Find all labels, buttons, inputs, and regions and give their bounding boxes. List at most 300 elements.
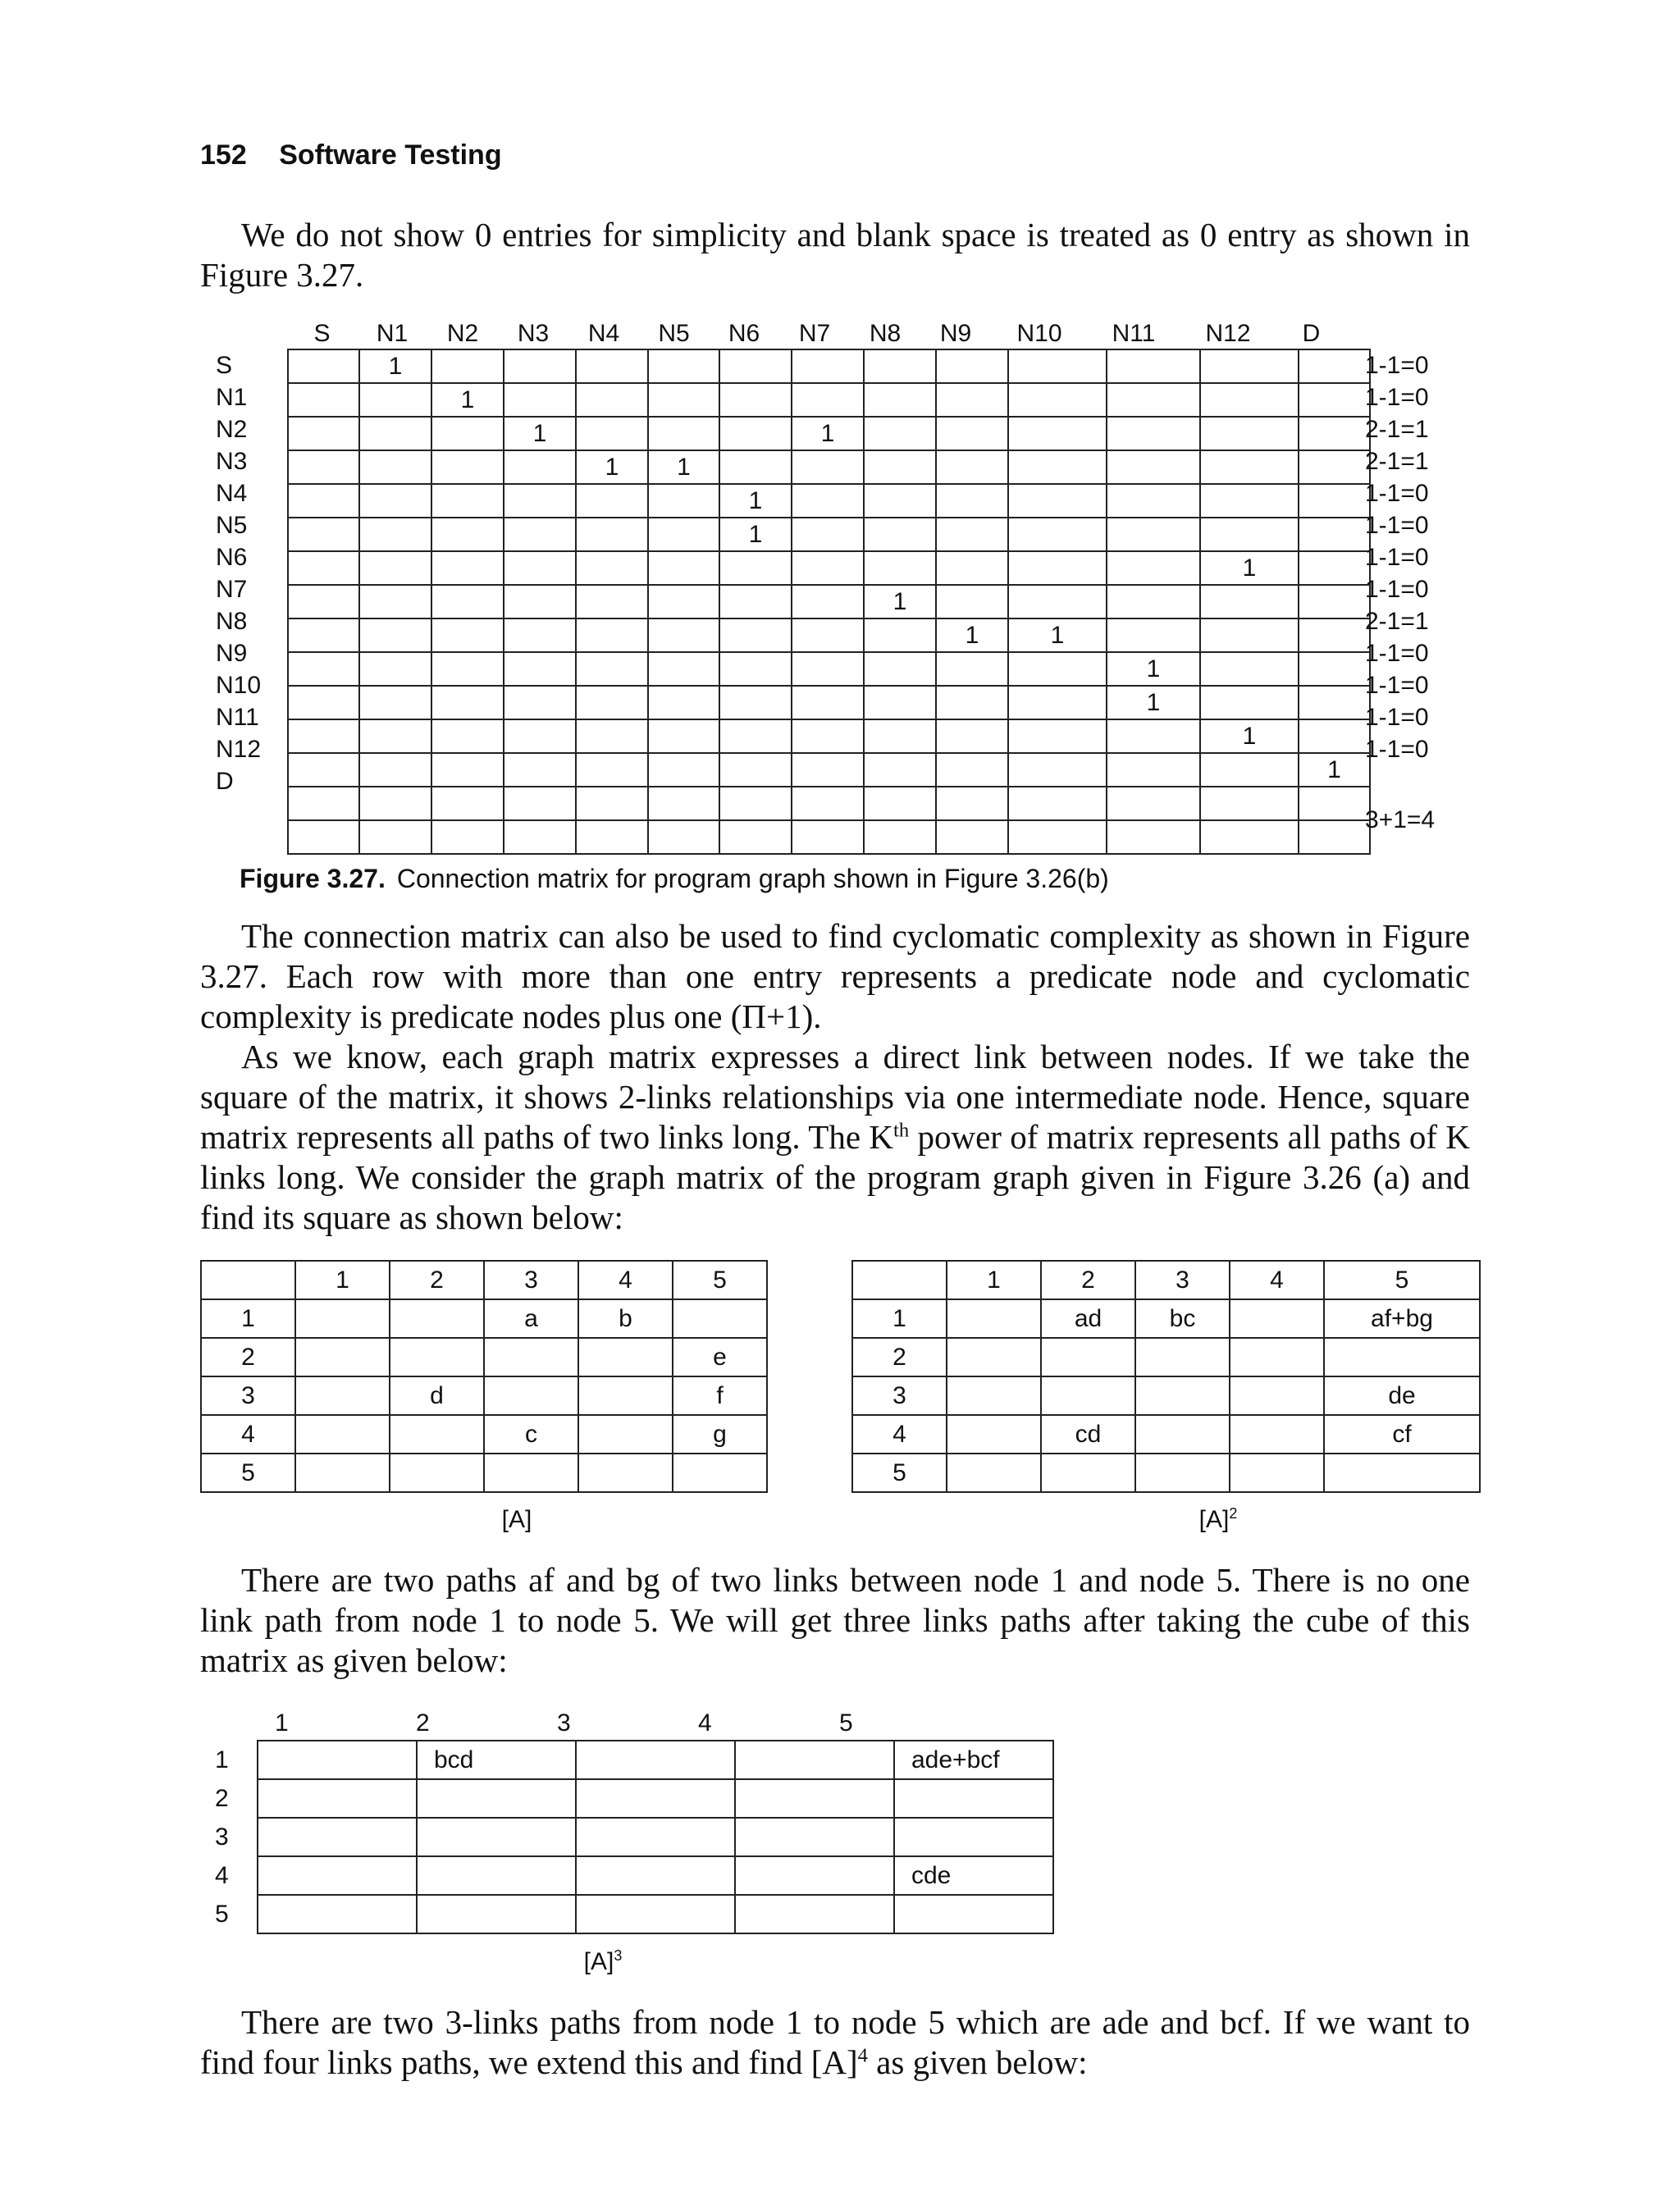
- matrix-cell: [719, 787, 792, 820]
- matrix-cell: [359, 585, 431, 618]
- matrix-a-cubed-row-label: 4: [215, 1862, 229, 1889]
- matrix-cell: [431, 686, 504, 719]
- matrix-a-squared-cell: [1324, 1338, 1480, 1376]
- figure-caption: [240, 864, 1109, 894]
- matrix-a-squared-cell: [1041, 1338, 1135, 1376]
- matrix-cell: [1200, 417, 1299, 450]
- matrix-cell: [576, 753, 648, 787]
- matrix-a-row-label: 3: [201, 1376, 295, 1415]
- matrix-a-cell: [484, 1454, 578, 1492]
- matrix-a-squared-cell: af+bg: [1324, 1299, 1480, 1338]
- matrix-a-cell: [484, 1376, 578, 1415]
- matrix-cell: [864, 551, 936, 585]
- matrix-cell: [504, 820, 576, 854]
- column-label: N7: [798, 320, 831, 347]
- matrix-a-corner-cell: [201, 1261, 295, 1299]
- matrix-cell: [288, 652, 359, 686]
- matrix-cell: 1: [1200, 719, 1299, 753]
- matrix-cell: [792, 618, 864, 652]
- row-sum: 1-1=0: [1365, 480, 1429, 507]
- matrix-cell: [719, 417, 792, 450]
- row-sum: 1-1=0: [1365, 384, 1429, 411]
- matrix-cell: [1200, 518, 1299, 551]
- matrix-cell: [1008, 787, 1107, 820]
- matrix-a-row-label: 4: [201, 1415, 295, 1454]
- matrix-a-squared-cell: cf: [1324, 1415, 1480, 1454]
- matrix-a-squared-cell: [1135, 1338, 1230, 1376]
- matrix-a-squared-row: [852, 1338, 1480, 1376]
- matrix-cell: [359, 618, 431, 652]
- matrix-cell: [936, 753, 1008, 787]
- connection-matrix: [287, 349, 1371, 855]
- matrix-cell: [1008, 518, 1107, 551]
- matrix-cell: [648, 417, 719, 450]
- matrix-cell: [1107, 349, 1200, 383]
- matrix-cell: [504, 787, 576, 820]
- matrix-cell: [576, 518, 648, 551]
- matrix-cell: [359, 719, 431, 753]
- matrix-cell: [936, 484, 1008, 518]
- matrix-cell: [1107, 787, 1200, 820]
- matrix-a-squared-header-row: [852, 1261, 1480, 1299]
- column-label: N5: [658, 320, 690, 347]
- matrix-cell: [648, 787, 719, 820]
- matrix-a-squared-cell: [947, 1299, 1041, 1338]
- matrix-cell: [288, 383, 359, 417]
- connection-matrix-row: [288, 518, 1370, 551]
- matrix-cell: 1: [864, 585, 936, 618]
- matrix-a-squared-cell: [1041, 1454, 1135, 1492]
- matrix-a-squared-cell: [947, 1454, 1041, 1492]
- matrix-cell: [288, 450, 359, 484]
- matrix-cell: 1: [792, 417, 864, 450]
- connection-matrix-row: [288, 484, 1370, 518]
- matrix-a-squared-cell: [947, 1338, 1041, 1376]
- matrix-a-squared-cell: [1135, 1454, 1230, 1492]
- matrix-cell: [431, 484, 504, 518]
- matrix-cell: [792, 686, 864, 719]
- matrix-cell: [864, 349, 936, 383]
- matrix-cell: [1008, 450, 1107, 484]
- matrix-cell: [1008, 686, 1107, 719]
- matrix-cell: [936, 551, 1008, 585]
- matrix-a-cubed-row-label: 1: [215, 1746, 229, 1773]
- matrix-a-squared-cell: [1324, 1454, 1480, 1492]
- matrix-cell: [359, 484, 431, 518]
- matrix-cell: [648, 686, 719, 719]
- column-label: N9: [939, 320, 972, 347]
- matrix-a-cubed-cell: [576, 1779, 735, 1818]
- matrix-cell: [792, 518, 864, 551]
- column-label: N1: [376, 320, 409, 347]
- matrix-cell: [431, 652, 504, 686]
- matrix-a-cubed-cell: bcd: [417, 1741, 576, 1779]
- matrix-cell: [1200, 820, 1299, 854]
- matrix-cell: [504, 753, 576, 787]
- matrix-a-cubed-column-label: 3: [557, 1709, 571, 1737]
- matrix-a-cell: [390, 1299, 484, 1338]
- matrix-cell: [1107, 518, 1200, 551]
- matrix-cell: [359, 551, 431, 585]
- intro-paragraph: We do not show 0 entries for simplicity and blank space is treated as 0 entry as shown in Figure 3.27.: [200, 216, 1470, 294]
- matrix-cell: [1107, 484, 1200, 518]
- connection-matrix-row: [288, 551, 1370, 585]
- matrix-cell: [1008, 349, 1107, 383]
- matrix-cell: [1200, 618, 1299, 652]
- matrix-cell: [359, 417, 431, 450]
- matrix-cell: [936, 349, 1008, 383]
- row-label: N4: [216, 480, 248, 507]
- matrix-a-cell: g: [673, 1415, 767, 1454]
- matrix-a-row-label: 1: [201, 1299, 295, 1338]
- matrix-cell: [864, 618, 936, 652]
- paragraph-matrix-powers: As we know, each graph matrix expresses a direct link between nodes. If we take the square of the matrix, it shows 2-links relationships via one intermediate node. Hence, square matrix represents all paths of two links long. The $K^{th}$ power of matrix represents all paths of K links long. We consider the graph matrix of the program graph given in Figure 3.26 (a) and find its square as shown below:: [200, 1038, 1470, 1236]
- matrix-cell: [936, 450, 1008, 484]
- matrix-cell: [792, 551, 864, 585]
- matrix-cell: [1008, 585, 1107, 618]
- matrix-a-cell: e: [673, 1338, 767, 1376]
- matrix-cell: [864, 787, 936, 820]
- connection-matrix-row: [288, 618, 1370, 652]
- matrix-a-row: [201, 1415, 767, 1454]
- matrix-a: [200, 1260, 768, 1493]
- matrix-a-squared-row: [852, 1415, 1480, 1454]
- column-label: N2: [446, 320, 479, 347]
- matrix-cell: [864, 518, 936, 551]
- matrix-cell: [1008, 383, 1107, 417]
- matrix-cell: [1008, 753, 1107, 787]
- matrix-a-cell: b: [578, 1299, 673, 1338]
- matrix-cell: [1299, 719, 1370, 753]
- matrix-cell: [1299, 383, 1370, 417]
- matrix-a-cell: [673, 1454, 767, 1492]
- matrix-a-squared-column-label: 5: [1324, 1261, 1480, 1299]
- matrix-cell: [1200, 484, 1299, 518]
- matrix-cell: [576, 417, 648, 450]
- matrix-a-cubed-row: [258, 1856, 1053, 1895]
- matrix-cell: [576, 618, 648, 652]
- column-label: N3: [517, 320, 550, 347]
- column-label: N10: [1016, 320, 1062, 347]
- matrix-a-cubed-column-label: 1: [275, 1709, 289, 1737]
- row-sum: 2-1=1: [1365, 608, 1429, 635]
- matrix-cell: [288, 686, 359, 719]
- matrix-cell: [936, 652, 1008, 686]
- matrix-a-cubed-cell: [894, 1818, 1053, 1856]
- connection-matrix-row: [288, 417, 1370, 450]
- row-label: D: [216, 768, 234, 795]
- matrix-cell: [288, 787, 359, 820]
- matrix-cell: [576, 719, 648, 753]
- column-label: N4: [587, 320, 620, 347]
- matrix-cell: [288, 820, 359, 854]
- matrix-cell: [936, 585, 1008, 618]
- matrix-a-column-label: 2: [390, 1261, 484, 1299]
- row-label: N5: [216, 512, 248, 539]
- matrix-cell: [431, 618, 504, 652]
- matrix-a-squared-cell: [947, 1376, 1041, 1415]
- matrix-cell: [792, 450, 864, 484]
- matrix-a-cubed-cell: [576, 1895, 735, 1933]
- matrix-a-squared-row-label: 3: [852, 1376, 947, 1415]
- row-sum: 1-1=0: [1365, 544, 1429, 571]
- matrix-cell: [288, 484, 359, 518]
- matrix-cell: 1: [1107, 652, 1200, 686]
- row-label: N3: [216, 448, 248, 475]
- connection-matrix-row: [288, 719, 1370, 753]
- matrix-a-cubed-cell: [576, 1818, 735, 1856]
- matrix-a-squared-row-label: 2: [852, 1338, 947, 1376]
- matrix-cell: [576, 484, 648, 518]
- matrix-cell: [719, 618, 792, 652]
- matrix-cell: [359, 383, 431, 417]
- matrix-a-squared-cell: [1230, 1454, 1324, 1492]
- matrix-cell: [1107, 753, 1200, 787]
- matrix-cell: [1107, 820, 1200, 854]
- matrix-a-cell: [390, 1338, 484, 1376]
- matrix-cell: [288, 518, 359, 551]
- matrix-a-header-row: [201, 1261, 767, 1299]
- row-sum: 1-1=0: [1365, 704, 1429, 731]
- row-sum: 2-1=1: [1365, 416, 1429, 443]
- matrix-cell: [1299, 618, 1370, 652]
- matrix-cell: [792, 652, 864, 686]
- matrix-a-squared-row: [852, 1454, 1480, 1492]
- matrix-cell: [792, 349, 864, 383]
- matrix-cell: [431, 719, 504, 753]
- matrix-a-cubed-row: [258, 1741, 1053, 1779]
- matrix-a-cubed-cell: [258, 1895, 417, 1933]
- matrix-a-squared-column-label: 4: [1230, 1261, 1324, 1299]
- matrix-cell: [648, 383, 719, 417]
- matrix-cell: [1008, 484, 1107, 518]
- matrix-a-cubed-cell: [894, 1779, 1053, 1818]
- matrix-a-cell: [578, 1454, 673, 1492]
- matrix-a-squared-cell: [1135, 1415, 1230, 1454]
- matrix-cell: 1: [1107, 686, 1200, 719]
- matrix-cell: 1: [431, 383, 504, 417]
- column-label: N8: [869, 320, 902, 347]
- body-paragraphs: [200, 916, 1470, 1238]
- matrix-a-cubed-cell: [735, 1741, 894, 1779]
- matrix-a-squared-column-label: 1: [947, 1261, 1041, 1299]
- matrix-cell: [431, 585, 504, 618]
- matrix-a-squared-cell: cd: [1041, 1415, 1135, 1454]
- matrix-a-cell: c: [484, 1415, 578, 1454]
- matrix-cell: [936, 719, 1008, 753]
- matrix-cell: [648, 349, 719, 383]
- matrix-cell: [648, 518, 719, 551]
- matrix-a-squared-cell: bc: [1135, 1299, 1230, 1338]
- matrix-cell: [504, 686, 576, 719]
- matrix-cell: [1200, 383, 1299, 417]
- running-title: Software Testing: [279, 139, 502, 171]
- matrix-cell: [1200, 686, 1299, 719]
- matrix-cell: [719, 383, 792, 417]
- matrix-cell: [288, 349, 359, 383]
- matrix-a-squared-cell: [1230, 1299, 1324, 1338]
- matrix-cell: [719, 349, 792, 383]
- matrix-cell: [1107, 383, 1200, 417]
- row-label: N11: [216, 704, 259, 731]
- matrix-cell: 1: [1008, 618, 1107, 652]
- matrix-cell: [504, 618, 576, 652]
- matrix-cell: [648, 484, 719, 518]
- matrix-cell: [864, 753, 936, 787]
- matrix-a-cubed-row: [258, 1779, 1053, 1818]
- running-header: [200, 139, 502, 171]
- matrix-cell: [648, 652, 719, 686]
- matrix-cell: [1299, 787, 1370, 820]
- column-label: N6: [728, 320, 760, 347]
- matrix-cell: [936, 417, 1008, 450]
- matrix-cell: [864, 383, 936, 417]
- matrix-cell: 1: [719, 484, 792, 518]
- row-label: N7: [216, 576, 248, 603]
- matrix-a-cell: f: [673, 1376, 767, 1415]
- matrix-cell: [431, 349, 504, 383]
- matrix-a-squared-column-label: 3: [1135, 1261, 1230, 1299]
- matrix-cell: [576, 349, 648, 383]
- matrix-cell: [359, 753, 431, 787]
- paragraph-two-links: There are two paths af and bg of two links between node 1 and node 5. There is no one link path from node 1 to node 5. We will get three links paths after taking the cube of this matrix as given below:: [200, 1561, 1470, 1679]
- matrix-cell: [792, 585, 864, 618]
- matrix-cell: [288, 417, 359, 450]
- matrix-cell: [719, 652, 792, 686]
- matrix-a-cell: a: [484, 1299, 578, 1338]
- matrix-a-cubed-row-label: 5: [215, 1901, 229, 1928]
- matrix-a-cubed-cell: [735, 1895, 894, 1933]
- matrix-cell: [648, 753, 719, 787]
- matrix-cell: [1107, 719, 1200, 753]
- connection-matrix-row: [288, 787, 1370, 820]
- matrix-cell: [1299, 450, 1370, 484]
- matrix-cell: [792, 484, 864, 518]
- matrix-a-squared-cell: [1041, 1376, 1135, 1415]
- matrix-cell: [648, 719, 719, 753]
- matrix-cell: [648, 585, 719, 618]
- matrix-cell: [431, 551, 504, 585]
- matrix-cell: [576, 383, 648, 417]
- matrix-cell: [504, 585, 576, 618]
- matrix-cell: [1299, 585, 1370, 618]
- matrix-a-cubed-cell: [735, 1779, 894, 1818]
- matrix-a-cell: [295, 1338, 390, 1376]
- matrix-a-column-label: 5: [673, 1261, 767, 1299]
- matrix-a-squared-cell: [1230, 1338, 1324, 1376]
- matrix-a-squared-cell: [947, 1415, 1041, 1454]
- matrix-cell: [504, 349, 576, 383]
- matrix-cell: [648, 618, 719, 652]
- matrix-a-cell: [295, 1376, 390, 1415]
- matrix-a-cubed-cell: [258, 1779, 417, 1818]
- matrix-a-row: [201, 1299, 767, 1338]
- matrix-cell: [1299, 518, 1370, 551]
- row-sum: 1-1=0: [1365, 736, 1429, 763]
- matrix-cell: [1200, 585, 1299, 618]
- matrix-a-cubed-row-label: 3: [215, 1823, 229, 1851]
- column-label: D: [1302, 320, 1321, 347]
- matrix-cell: 1: [504, 417, 576, 450]
- matrix-a-cubed-cell: [417, 1818, 576, 1856]
- matrix-cell: [431, 820, 504, 854]
- figure-caption-label: Figure 3.27.: [240, 864, 386, 893]
- matrix-cell: [864, 820, 936, 854]
- matrix-cell: [359, 450, 431, 484]
- matrix-cell: [1008, 719, 1107, 753]
- matrix-cell: [1200, 787, 1299, 820]
- matrix-cell: [576, 652, 648, 686]
- matrix-cell: [288, 753, 359, 787]
- column-label: S: [313, 320, 331, 347]
- matrix-cell: 1: [576, 450, 648, 484]
- matrix-a-squared-row: [852, 1299, 1480, 1338]
- matrix-cell: 1: [359, 349, 431, 383]
- matrix-cell: [1299, 349, 1370, 383]
- matrix-a-cubed-cell: [417, 1779, 576, 1818]
- matrix-a-cubed-cell: [576, 1741, 735, 1779]
- matrix-cell: [1008, 551, 1107, 585]
- matrix-a-squared-row-label: 1: [852, 1299, 947, 1338]
- matrix-cell: [792, 383, 864, 417]
- matrix-a-cubed-row: [258, 1895, 1053, 1933]
- matrix-cell: [576, 585, 648, 618]
- matrix-a-column-label: 1: [295, 1261, 390, 1299]
- matrix-a-column-label: 4: [578, 1261, 673, 1299]
- matrix-cell: [1200, 450, 1299, 484]
- matrix-a-cubed-cell: ade+bcf: [894, 1741, 1053, 1779]
- matrix-cell: [504, 484, 576, 518]
- matrix-cell: [1107, 585, 1200, 618]
- matrix-cell: [431, 753, 504, 787]
- matrix-cell: [576, 787, 648, 820]
- connection-matrix-row: [288, 383, 1370, 417]
- matrix-a-cell: [484, 1338, 578, 1376]
- matrix-a-cell: [295, 1454, 390, 1492]
- matrix-cell: [1107, 417, 1200, 450]
- matrix-cell: [504, 450, 576, 484]
- matrix-cell: [504, 518, 576, 551]
- matrix-cell: [504, 551, 576, 585]
- matrix-cell: [1299, 484, 1370, 518]
- matrix-cell: [1299, 652, 1370, 686]
- matrix-cell: [1008, 417, 1107, 450]
- row-label: N1: [216, 384, 248, 411]
- matrix-cell: [576, 686, 648, 719]
- matrix-cell: [719, 719, 792, 753]
- row-sum: 2-1=1: [1365, 448, 1429, 475]
- matrix-cell: [864, 450, 936, 484]
- matrix-cell: [792, 820, 864, 854]
- connection-matrix-row: [288, 450, 1370, 484]
- matrix-a-cubed: [257, 1740, 1054, 1934]
- matrix-cell: [864, 686, 936, 719]
- matrix-cell: [719, 551, 792, 585]
- connection-matrix-row: [288, 820, 1370, 854]
- matrix-cell: 1: [1299, 753, 1370, 787]
- matrix-cell: [431, 450, 504, 484]
- matrix-cell: [288, 551, 359, 585]
- matrix-cell: 1: [648, 450, 719, 484]
- matrix-a-row-label: 2: [201, 1338, 295, 1376]
- matrix-a-cubed-cell: [735, 1818, 894, 1856]
- matrix-cell: [864, 719, 936, 753]
- matrix-a-cubed-cell: [258, 1856, 417, 1895]
- connection-matrix-row: [288, 652, 1370, 686]
- matrix-cell: [431, 787, 504, 820]
- matrix-cell: [792, 719, 864, 753]
- matrix-a-cubed-cell: [894, 1895, 1053, 1933]
